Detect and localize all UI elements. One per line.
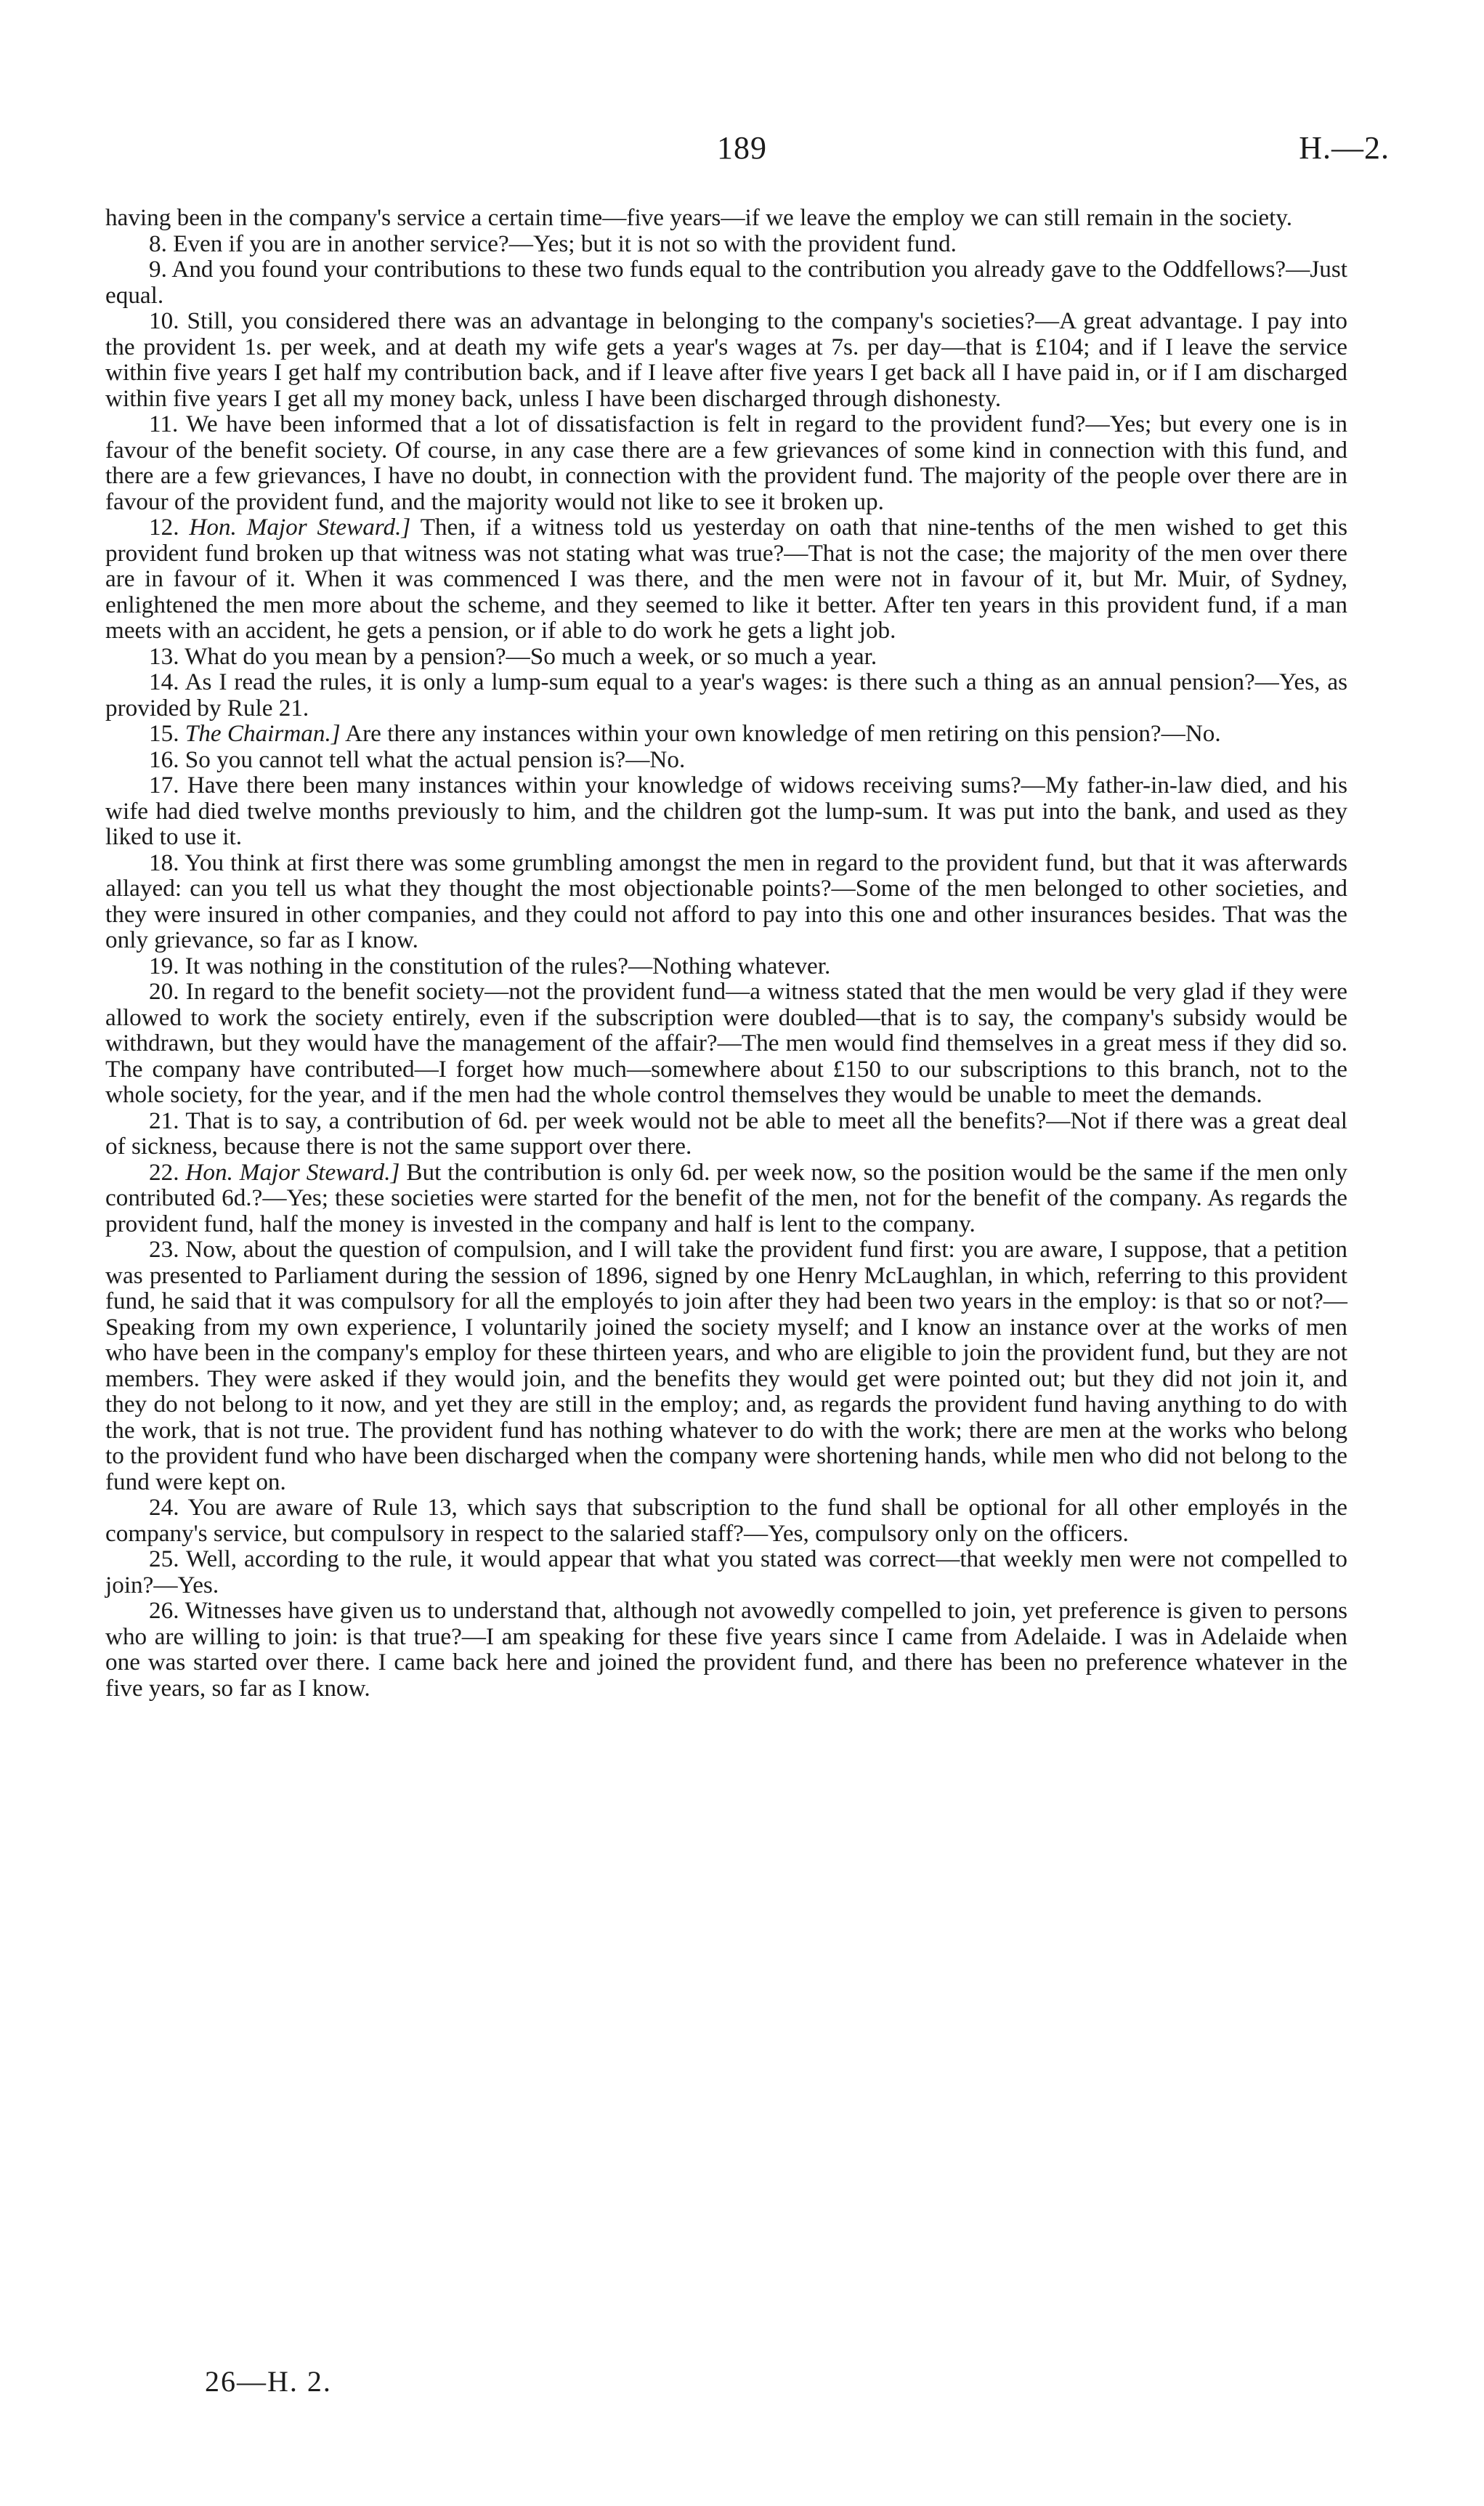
- speaker-label: Hon. Major Steward.]: [189, 514, 411, 541]
- paragraph-15: 15. The Chairman.] Are there any instances within your own knowledge of men retiring on this pension?—No.: [149, 720, 1221, 747]
- paragraph-22: 22. Hon. Major Steward.] But the contribution is only 6d. per week now, so the position would be the same if the men only contributed 6d.?—Yes; these societies were started for the benefit of the men, not for the benefit of the company. As regards the provident fund, half the money is invested in the company and half is lent to the company.: [105, 1158, 1348, 1237]
- paragraph-18: 18. You think at first there was some grumbling amongst the men in regard to the provident fund, but that it was afterwards allayed: can you tell us what they thought the most objectionable points?—Some of the men belonged to other societies, and they were insured in other companies, and they could not afford to pay into this one and other insurances besides. That was the only grievance, so far as I know.: [105, 849, 1347, 953]
- paragraph-9: 9. And you found your contributions to these two funds equal to the contribution you already gave to the Oddfellows?—Just equal.: [105, 256, 1347, 309]
- paragraph-10: 10. Still, you considered there was an advantage in belonging to the company's societies?—A great advantage. I pay into the provident 1s. per week, and at death my wife gets a year's wages at 7s. per day—that is £104; and if I leave the service within five years I get half my contribution back, and if I leave after five years I get back all I have paid in, or if I am discharged within five years I get all my money back, unless I have been discharged through dishonesty.: [105, 307, 1347, 412]
- speaker-label: Hon. Major Steward.]: [185, 1158, 400, 1186]
- speaker-label: The Chairman.]: [185, 720, 341, 747]
- paragraph-13: 13. What do you mean by a pension?—So much a week, or so much a year.: [149, 642, 877, 670]
- paragraph-24: 24. You are aware of Rule 13, which says that subscription to the fund shall be optional for all other employés in the company's service, but compulsory in respect to the salaried staff?—Yes, compulsory only on the officers.: [105, 1494, 1347, 1547]
- paragraph-8: 8. Even if you are in another service?—Yes; but it is not so with the provident fund.: [149, 230, 957, 257]
- paragraph-16: 16. So you cannot tell what the actual pension is?—No.: [149, 745, 686, 773]
- paragraph-12: 12. Hon. Major Steward.] Then, if a witness told us yesterday on oath that nine-tenths of the men wished to get this provident fund broken up that witness was not stating what was true?—That is not the case; the majority of the men over there are in favour of it. When it was commenced I was there, and the men were not in favour of it, but Mr. Muir, of Sydney, enlightened the men more about the scheme, and they seemed to like it better. After ten years in this provident fund, if a man meets with an accident, he gets a pension, or if able to do work he gets a light job.: [105, 514, 1348, 644]
- page-header: [0, 129, 1484, 173]
- paragraph-19: 19. It was nothing in the constitution of the rules?—Nothing whatever.: [149, 952, 831, 979]
- report-code: H.—2.: [1299, 130, 1390, 166]
- paragraph-23: 23. Now, about the question of compulsion, and I will take the provident fund first: you are aware, I suppose, that a petition was presented to Parliament during the session of 1896, signed by one Henry McLaughlan, in which, referring to this provident fund, he said that it was compulsory for all the employés to join after they had been two years in the employ: is that so or not?—Speaking from my own experience, I voluntarily joined the society myself; and I know an instance over at the works of men who have been in the company's employ for these thirteen years, and who are eligible to join the provident fund, but they are not members. They were asked if they would join, and the benefits they would get were pointed out; but they did not join it, and they do not belong to it now, and yet they are still in the employ; and, as regards the provident fund having anything to do with the work, that is not true. The provident fund has nothing whatever to do with the work; there are men at the works who belong to the provident fund who have been discharged when the company were shortening hands, while men who did not belong to the fund were kept on.: [105, 1236, 1347, 1495]
- body-text: [105, 205, 1347, 1701]
- paragraph-25: 25. Well, according to the rule, it would appear that what you stated was correct—that weekly men were not compelled to join?—Yes.: [105, 1545, 1347, 1598]
- paragraph-20: 20. In regard to the benefit society—not the provident fund—a witness stated that the men would be very glad if they were allowed to work the society entirely, even if the subscription were doubled—that is to say, the company's subsidy would be withdrawn, but they would have the management of the affair?—The men would find themselves in a great mess if they did so. The company have contributed—I forget how much—somewhere about £150 to our subscriptions to this branch, not to the whole society, for the year, and if the men had the whole control themselves they would be unable to meet the demands.: [105, 978, 1347, 1108]
- signature-mark: 26—H. 2.: [205, 2365, 332, 2398]
- paragraph-26: 26. Witnesses have given us to understand that, although not avowedly compelled to join, yet preference is given to persons who are willing to join: is that true?—I am speaking for these five years since I came from Adelaide. I was in Adelaide when one was started over there. I came back here and joined the provident fund, and there has been no preference whatever in the five years, so far as I know.: [105, 1597, 1347, 1702]
- page-number: 189: [717, 130, 767, 166]
- paragraph-14: 14. As I read the rules, it is only a lump-sum equal to a year's wages: is there such a thing as an annual pension?—Yes, as provided by Rule 21.: [105, 668, 1347, 722]
- paragraph-11: 11. We have been informed that a lot of dissatisfaction is felt in regard to the provident fund?—Yes; but every one is in favour of the benefit society. Of course, in any case there are a few grievances of some kind in connection with this fund, and there are a few grievances, I have no doubt, in connection with the provident fund. The majority of the people over there are in favour of the provident fund, and the majority would not like to see it broken up.: [105, 411, 1347, 515]
- paragraph-17: 17. Have there been many instances within your knowledge of widows receiving sums?—My father-in-law died, and his wife had died twelve months previously to him, and the children got the lump-sum. It was put into the bank, and used as they liked to use it.: [105, 772, 1347, 850]
- paragraph-21: 21. That is to say, a contribution of 6d. per week would not be able to meet all the benefits?—Not if there was a great deal of sickness, because there is not the same support over there.: [105, 1107, 1347, 1160]
- continuation-paragraph: having been in the company's service a certain time—five years—if we leave the employ we can still remain in the society.: [105, 204, 1293, 231]
